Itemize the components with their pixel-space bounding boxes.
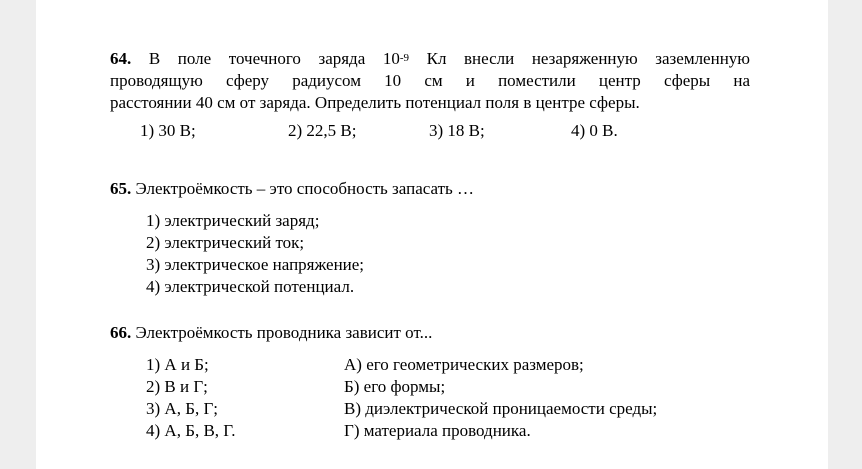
answer-option: 2) 22,5 В; xyxy=(288,121,357,140)
question-64-line-1-start: В поле точечного заряда 10 xyxy=(148,49,400,68)
question-64-line-1-end: Кл внесли незаряженную заземленную xyxy=(409,49,751,68)
question-list xyxy=(110,48,750,442)
document-page xyxy=(36,0,828,469)
question-66-number: 66. xyxy=(110,323,132,342)
answer-option: 3) 18 В; xyxy=(429,121,485,140)
question-65-number: 65. xyxy=(110,179,132,198)
question-64-line-2: проводящую сферу радиусом 10 см и поместили центр сферы на xyxy=(110,71,750,90)
answer-option: 3) А, Б, Г; xyxy=(146,399,219,418)
question-66-options xyxy=(110,354,750,442)
answer-option: 4) электрической потенциал. xyxy=(146,277,355,296)
question-66-text xyxy=(110,322,750,344)
question-65 xyxy=(110,178,750,298)
answer-option: 3) электрическое напряжение; xyxy=(146,255,365,274)
question-64-line-1 xyxy=(110,48,751,70)
question-64-line-3: расстоянии 40 см от заряда. Определить потенциал поля в центре сферы. xyxy=(110,93,640,112)
answer-option: 1) А и Б; xyxy=(146,355,209,374)
factor-item: Б) его формы; xyxy=(344,377,446,396)
question-64-text xyxy=(110,48,750,114)
answer-option: 4) 0 В. xyxy=(571,121,618,140)
question-65-options xyxy=(110,210,750,298)
answer-option: 4) А, Б, В, Г. xyxy=(146,421,236,440)
factor-item: В) диэлектрической проницаемости среды; xyxy=(344,399,658,418)
answer-option: 2) электрический ток; xyxy=(146,233,305,252)
answer-option: 1) 30 В; xyxy=(140,121,196,140)
question-64-number: 64. xyxy=(110,49,132,68)
question-64-answers xyxy=(110,120,750,142)
answer-option: 1) электрический заряд; xyxy=(146,211,320,230)
question-65-prompt: Электроёмкость – это способность запасать … xyxy=(131,179,475,198)
question-64 xyxy=(110,48,750,142)
answer-option: 2) В и Г; xyxy=(146,377,208,396)
question-65-text xyxy=(110,178,750,200)
factor-item: А) его геометрических размеров; xyxy=(344,355,584,374)
question-66-prompt: Электроёмкость проводника зависит от... xyxy=(131,323,433,342)
charge-exponent: -9 xyxy=(399,52,410,64)
question-66 xyxy=(110,322,750,442)
factor-item: Г) материала проводника. xyxy=(344,421,531,440)
